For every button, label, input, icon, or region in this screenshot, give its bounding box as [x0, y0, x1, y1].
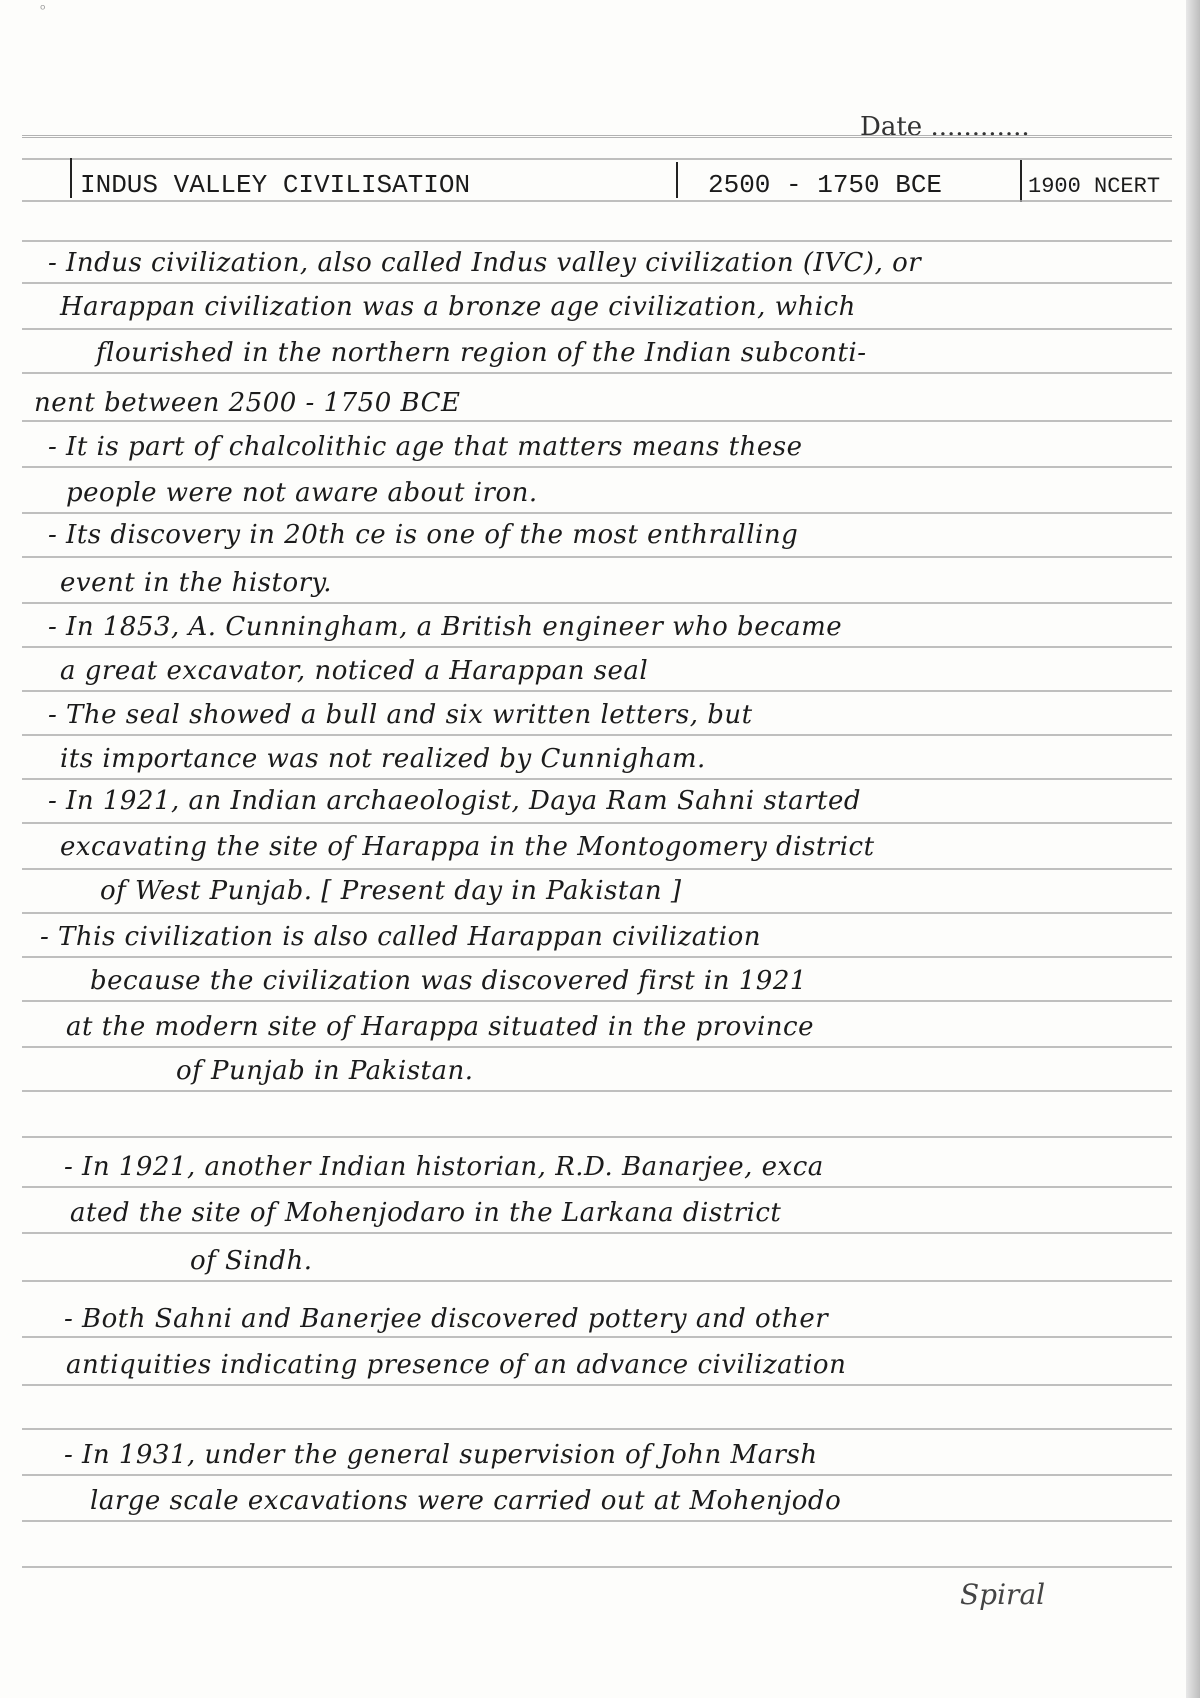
rule [22, 646, 1172, 648]
note-line: - In 1931, under the general supervision of John Marsh [64, 1440, 818, 1470]
rule [22, 1520, 1172, 1522]
page-edge [1186, 0, 1200, 1698]
date-label: Date ............ [860, 112, 1030, 142]
rule [22, 956, 1172, 958]
rule [22, 282, 1172, 284]
note-line: - Indus civilization, also called Indus valley civilization (IVC), or [48, 248, 922, 278]
rule [22, 1186, 1172, 1188]
rule [22, 912, 1172, 914]
rule [22, 372, 1172, 374]
rule [22, 1090, 1172, 1092]
note-line: a great excavator, noticed a Harappan seal [60, 656, 649, 686]
note-line: of Sindh. [190, 1246, 313, 1276]
rule [22, 328, 1172, 330]
note-line: its importance was not realized by Cunnigham. [60, 744, 706, 774]
rule [22, 1280, 1172, 1282]
note-line: - In 1853, A. Cunningham, a British engineer who became [48, 612, 843, 642]
note-line: large scale excavations were carried out at Mohenjodo [90, 1486, 842, 1516]
note-line: - In 1921, an Indian archaeologist, Daya Ram Sahni started [48, 786, 862, 816]
note-line: of West Punjab. [ Present day in Pakistan ] [100, 876, 682, 906]
title-divider-right [1020, 160, 1022, 202]
header-rule [22, 135, 1172, 138]
note-line: at the modern site of Harappa situated in the province [66, 1012, 814, 1042]
rule [22, 1232, 1172, 1234]
note-line: nent between 2500 - 1750 BCE [34, 388, 461, 418]
note-line: antiquities indicating presence of an advance civilization [66, 1350, 847, 1380]
rule [22, 200, 1172, 202]
title-divider-mid [676, 162, 678, 198]
note-line: Harappan civilization was a bronze age civilization, which [60, 292, 856, 322]
rule [22, 868, 1172, 870]
rule [22, 1000, 1172, 1002]
rule [22, 240, 1172, 242]
title-divider-left [70, 158, 72, 198]
header-rule-2 [22, 158, 1172, 160]
rule [22, 1566, 1172, 1568]
rule [22, 1384, 1172, 1386]
note-line: people were not aware about iron. [66, 478, 538, 508]
rule [22, 602, 1172, 604]
note-line: - Its discovery in 20th ce is one of the most enthralling [48, 520, 799, 550]
rule [22, 822, 1172, 824]
rule [22, 690, 1172, 692]
rule [22, 1474, 1172, 1476]
rule [22, 1136, 1172, 1138]
rule [22, 556, 1172, 558]
note-line: - The seal showed a bull and six written letters, but [48, 700, 753, 730]
note-line: - Both Sahni and Banerjee discovered pottery and other [64, 1304, 829, 1334]
note-line: ated the site of Mohenjodaro in the Larkana district [70, 1198, 782, 1228]
corner-mark: ᵒ [40, 2, 46, 18]
note-line: - This civilization is also called Harappan civilization [40, 922, 761, 952]
rule [22, 1046, 1172, 1048]
rule [22, 778, 1172, 780]
rule [22, 466, 1172, 468]
rule [22, 420, 1172, 422]
page-title: INDUS VALLEY CIVILISATION [80, 170, 471, 200]
spiral-mark: Spiral [960, 1578, 1046, 1611]
note-line: flourished in the northern region of the Indian subconti- [96, 338, 867, 368]
note-line: - It is part of chalcolithic age that matters means these [48, 432, 803, 462]
note-line: excavating the site of Harappa in the Montogomery district [60, 832, 875, 862]
period-label: 2500 - 1750 BCE [708, 170, 943, 200]
rule [22, 512, 1172, 514]
ncert-label: 1900 NCERT [1028, 174, 1161, 199]
rule [22, 1336, 1172, 1338]
note-line: of Punjab in Pakistan. [176, 1056, 474, 1086]
note-line: event in the history. [60, 568, 333, 598]
rule [22, 1428, 1172, 1430]
rule [22, 734, 1172, 736]
note-line: because the civilization was discovered first in 1921 [90, 966, 807, 996]
note-line: - In 1921, another Indian historian, R.D. Banarjee, exca [64, 1152, 824, 1182]
